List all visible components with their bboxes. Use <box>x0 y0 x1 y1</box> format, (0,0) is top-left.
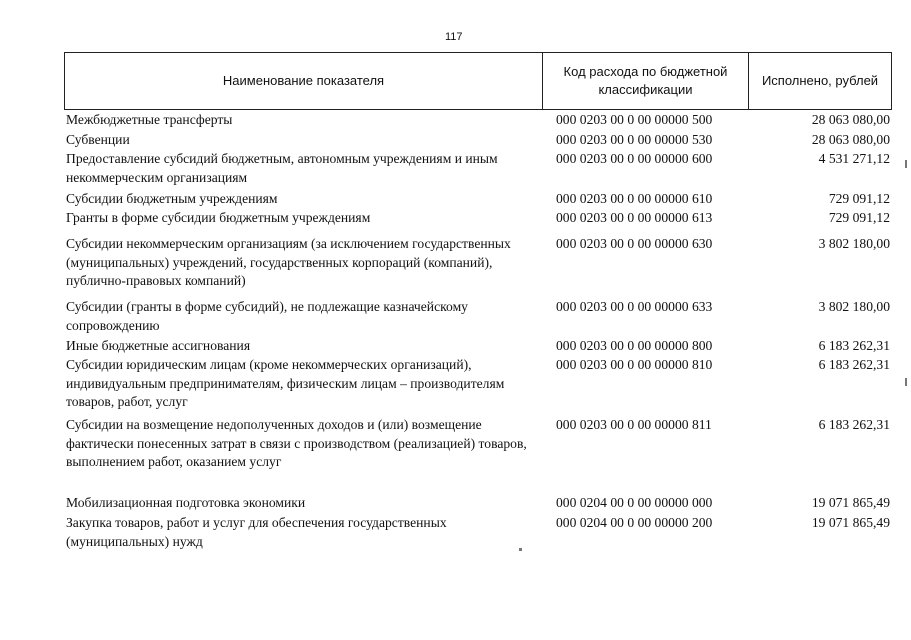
row-amount: 6 183 262,31 <box>818 417 890 432</box>
row-name: Иные бюджетные ассигнования <box>66 338 251 353</box>
row-name: Мобилизационная подготовка экономики <box>66 495 306 510</box>
row-name: Субсидии на возмещение недополученных доходов и (или) возмещение фактически понесенных затрат в связи с производством (реализацией) товаров, выполнением работ, оказанием услуг <box>66 417 527 470</box>
row-code: 000 0203 00 0 00 00000 600 <box>556 151 713 166</box>
row-amount: 4 531 271,12 <box>818 151 890 166</box>
row-amount: 3 802 180,00 <box>818 299 890 314</box>
row-code: 000 0203 00 0 00 00000 810 <box>556 357 713 372</box>
row-amount: 19 071 865,49 <box>811 495 890 510</box>
row-name: Предоставление субсидий бюджетным, автономным учреждениям и иным некоммерческим организациям <box>66 151 498 185</box>
row-code: 000 0204 00 0 00 00000 200 <box>556 515 713 530</box>
row-code: 000 0203 00 0 00 00000 610 <box>556 191 713 206</box>
row-amount: 729 091,12 <box>828 210 890 225</box>
table-header <box>64 52 892 110</box>
row-code: 000 0203 00 0 00 00000 811 <box>556 417 712 432</box>
row-amount: 6 183 262,31 <box>818 338 890 353</box>
scan-mark <box>905 378 907 386</box>
row-amount: 729 091,12 <box>828 191 890 206</box>
row-amount: 19 071 865,49 <box>811 515 890 530</box>
row-code: 000 0203 00 0 00 00000 633 <box>556 299 713 314</box>
row-code: 000 0203 00 0 00 00000 800 <box>556 338 713 353</box>
scan-mark <box>905 160 907 168</box>
header-code-column: Код расхода по бюджетной классификации <box>543 53 749 109</box>
row-name: Закупка товаров, работ и услуг для обеспечения государственных (муниципальных) нужд <box>66 515 447 549</box>
row-name: Субсидии бюджетным учреждениям <box>66 191 278 206</box>
row-code: 000 0203 00 0 00 00000 613 <box>556 210 713 225</box>
row-name: Субвенции <box>66 132 130 147</box>
scan-mark <box>519 548 522 551</box>
row-code: 000 0203 00 0 00 00000 630 <box>556 236 713 251</box>
row-amount: 28 063 080,00 <box>811 132 890 147</box>
row-amount: 28 063 080,00 <box>811 112 890 127</box>
row-code: 000 0204 00 0 00 00000 000 <box>556 495 713 510</box>
page-number: 117 <box>445 31 463 43</box>
header-amount-column: Исполнено, рублей <box>761 73 879 88</box>
row-name: Межбюджетные трансферты <box>66 112 233 127</box>
row-name: Гранты в форме субсидии бюджетным учреждениям <box>66 210 371 225</box>
row-name: Субсидии некоммерческим организациям (за исключением государственных (муниципальных) учреждений, государственных корпораций (компаний), публично-правовых компаний) <box>66 236 511 289</box>
row-amount: 3 802 180,00 <box>818 236 890 251</box>
row-name: Субсидии (гранты в форме субсидий), не подлежащие казначейскому сопровождению <box>66 299 468 333</box>
header-name-column: Наименование показателя <box>65 53 543 109</box>
row-code: 000 0203 00 0 00 00000 500 <box>556 112 713 127</box>
row-code: 000 0203 00 0 00 00000 530 <box>556 132 713 147</box>
row-name: Субсидии юридическим лицам (кроме некоммерческих организаций), индивидуальным предпринимателям, физическим лицам – производителям товаров, работ, услуг <box>66 357 505 410</box>
row-amount: 6 183 262,31 <box>818 357 890 372</box>
